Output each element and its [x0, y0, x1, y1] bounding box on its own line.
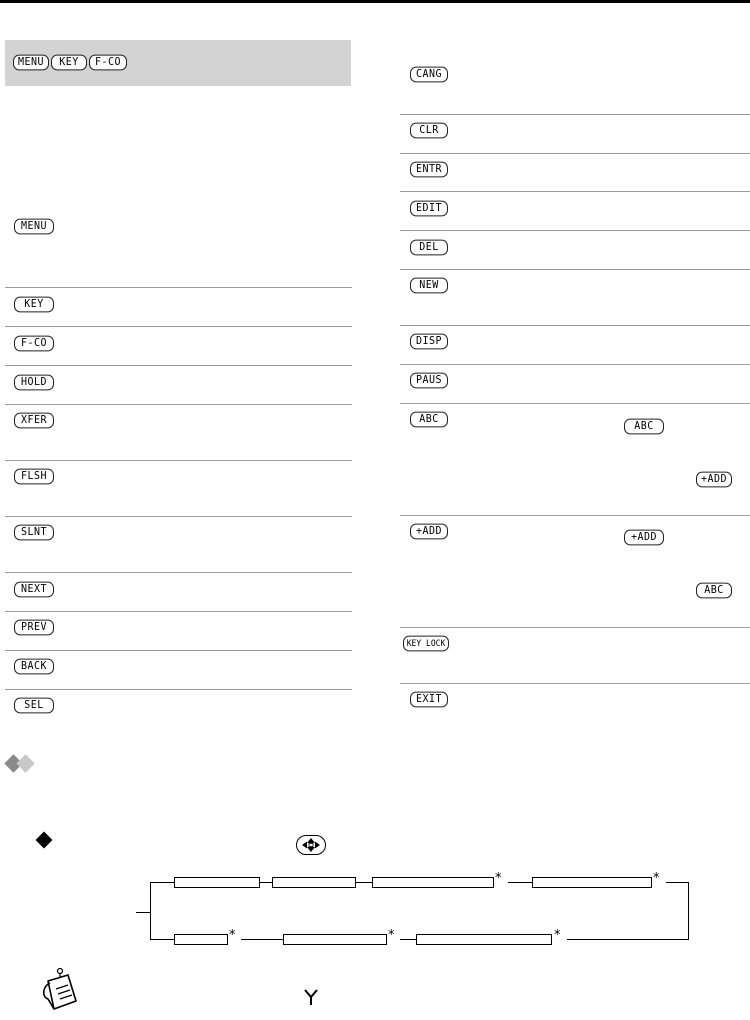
flow-step-box [272, 877, 356, 888]
prev-key-icon: PREV [14, 620, 54, 636]
abc-key-icon: ABC [410, 412, 448, 428]
row-divider [400, 364, 750, 365]
entr-key-icon: ENTR [410, 162, 448, 178]
flow-line [150, 939, 174, 940]
row-divider [5, 287, 352, 288]
navigator-key-icon [296, 835, 326, 855]
flow-line [356, 882, 372, 883]
add-key-icon: +ADD [410, 524, 448, 540]
row-divider [400, 325, 750, 326]
row-divider [5, 326, 352, 327]
f-co-key-icon: F-CO [89, 55, 127, 71]
key-key-icon: KEY [14, 297, 54, 313]
flow-line [150, 882, 151, 940]
disp-key-icon: DISP [410, 334, 448, 350]
row-divider [5, 516, 352, 517]
section-diamond-icon [4, 753, 44, 775]
abc-inline-key-icon: ABC [696, 583, 732, 599]
row-divider [400, 515, 750, 516]
row-divider [5, 689, 352, 690]
asterisk-mark: * [653, 871, 660, 886]
top-rule [0, 0, 750, 3]
asterisk-mark: * [229, 928, 236, 943]
asterisk-mark: * [554, 928, 561, 943]
row-divider [400, 230, 750, 231]
row-divider [5, 404, 352, 405]
key-lock-key-icon: KEY LOCK [403, 636, 449, 652]
key-key-icon: KEY [51, 55, 87, 71]
note-icon [38, 967, 84, 1013]
row-divider [5, 611, 352, 612]
flow-step-box [283, 934, 387, 945]
flow-step-box [532, 877, 652, 888]
del-key-icon: DEL [410, 240, 448, 256]
flow-step-box [416, 934, 552, 945]
paus-key-icon: PAUS [410, 373, 448, 389]
row-divider [5, 460, 352, 461]
flow-step-box [174, 934, 228, 945]
antenna-icon [303, 988, 319, 1006]
flow-line [260, 882, 272, 883]
row-divider [400, 191, 750, 192]
cang-key-icon: CANG [410, 67, 448, 83]
row-divider [400, 683, 750, 684]
flow-step-box [174, 877, 260, 888]
add-inline-key-icon: +ADD [696, 472, 732, 488]
row-divider [5, 365, 352, 366]
add-inline-key-icon: +ADD [624, 530, 664, 546]
flow-line [567, 939, 688, 940]
row-divider [5, 572, 352, 573]
flow-line [688, 882, 689, 940]
flow-line [666, 882, 688, 883]
next-key-icon: NEXT [14, 582, 54, 598]
clr-key-icon: CLR [410, 123, 448, 139]
flow-line [150, 882, 174, 883]
xfer-key-icon: XFER [14, 413, 54, 429]
flow-step-box [372, 877, 494, 888]
exit-key-icon: EXIT [410, 692, 448, 708]
menu-key-icon: MENU [13, 55, 49, 71]
f-co-key-icon: F-CO [14, 336, 54, 352]
row-divider [400, 403, 750, 404]
abc-inline-key-icon: ABC [624, 419, 664, 435]
back-key-icon: BACK [14, 659, 54, 675]
asterisk-mark: * [495, 871, 502, 886]
diamond-light [16, 754, 34, 772]
sel-key-icon: SEL [14, 698, 54, 714]
new-key-icon: NEW [410, 278, 448, 294]
row-divider [400, 627, 750, 628]
flow-line [508, 882, 532, 883]
row-divider [5, 650, 352, 651]
row-divider [400, 269, 750, 270]
flsh-key-icon: FLSH [14, 469, 54, 485]
row-divider [400, 153, 750, 154]
flow-line [400, 939, 416, 940]
asterisk-mark: * [388, 928, 395, 943]
flow-line [241, 939, 283, 940]
bullet-diamond-icon [36, 832, 53, 849]
key-header-bar [5, 40, 351, 86]
hold-key-icon: HOLD [14, 375, 54, 391]
flow-line [136, 912, 150, 913]
slnt-key-icon: SLNT [14, 525, 54, 541]
edit-key-icon: EDIT [410, 201, 448, 217]
row-divider [400, 114, 750, 115]
menu-key-icon: MENU [14, 219, 54, 235]
